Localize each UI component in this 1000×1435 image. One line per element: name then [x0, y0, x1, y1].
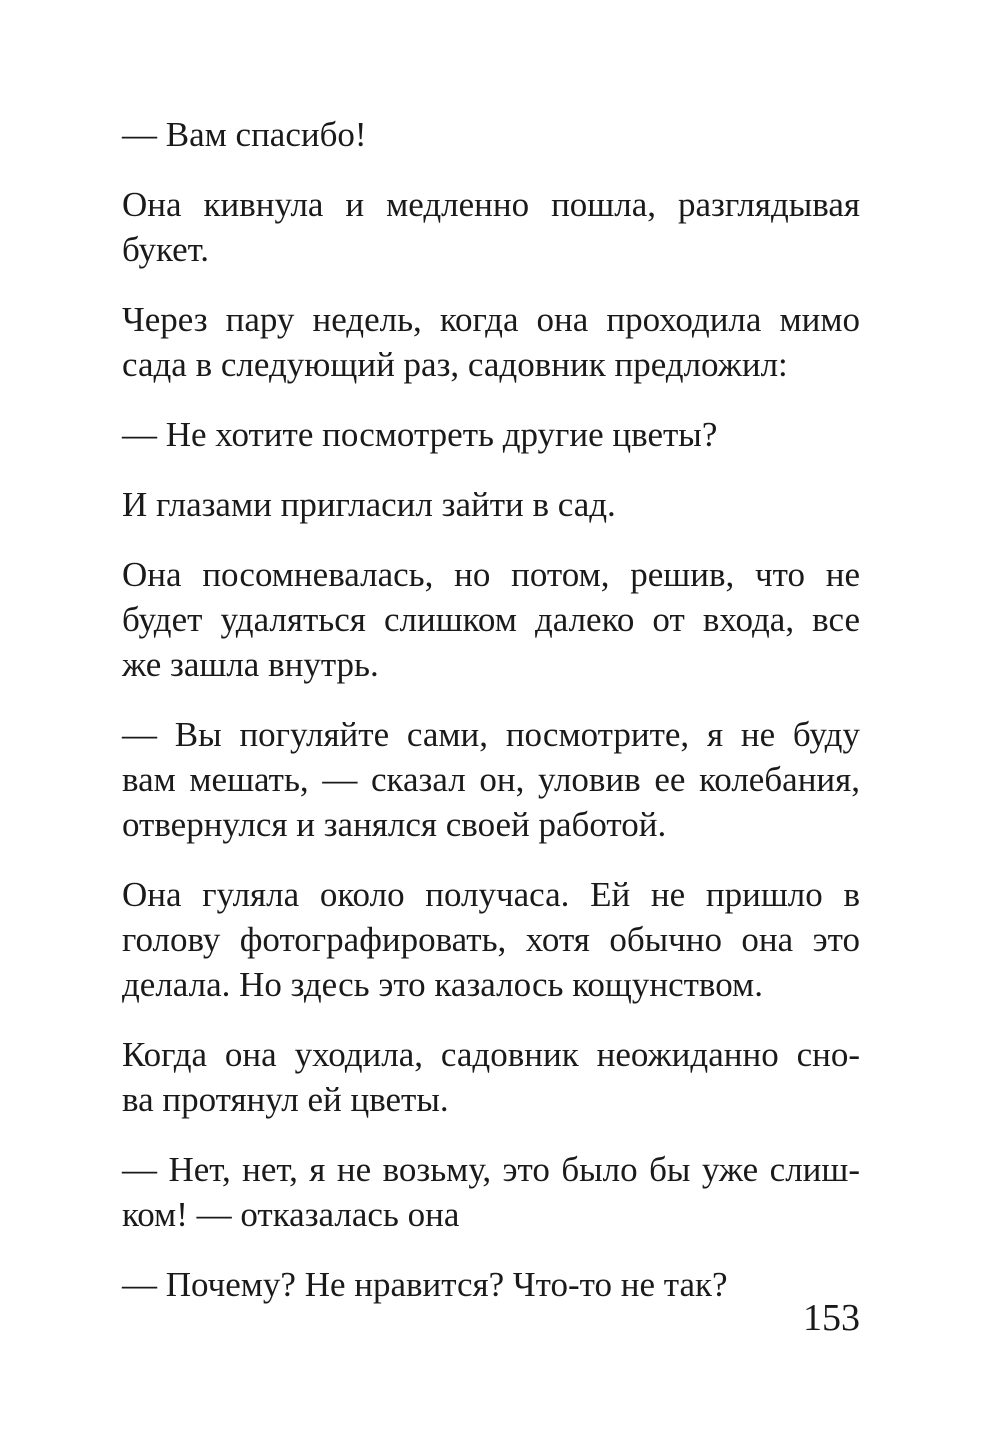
- text-line: — Нет, нет, я не возьму, это было бы уже слиш-: [122, 1150, 860, 1189]
- text-line: Она посомневалась, но потом, решив, что не: [122, 555, 860, 594]
- text-line: — Вам спасибо!: [122, 115, 367, 154]
- paragraph: [122, 712, 860, 847]
- text-line: будет удаляться слишком далеко от входа, все: [122, 600, 860, 639]
- text-line: ва протянул ей цветы.: [122, 1080, 449, 1119]
- text-line: же зашла внутрь.: [122, 645, 379, 684]
- paragraph: [122, 412, 860, 457]
- paragraph: [122, 182, 860, 272]
- text-line: отвернулся и занялся своей работой.: [122, 805, 667, 844]
- body-text: [122, 112, 860, 1332]
- text-line: — Не хотите посмотреть другие цветы?: [122, 415, 718, 454]
- text-line: сада в следующий раз, садовник предложил:: [122, 345, 788, 384]
- paragraph: [122, 297, 860, 387]
- text-line: ком! — отказалась она: [122, 1195, 460, 1234]
- text-line: И глазами пригласил зайти в сад.: [122, 485, 616, 524]
- text-line: Когда она уходила, садовник неожиданно сно-: [122, 1035, 860, 1074]
- text-line: вам мешать, — сказал он, уловив ее колебания,: [122, 760, 860, 799]
- text-line: букет.: [122, 230, 210, 269]
- paragraph: [122, 872, 860, 1007]
- text-line: Через пару недель, когда она проходила мимо: [122, 300, 860, 339]
- paragraph: [122, 1262, 860, 1307]
- text-line: — Почему? Не нравится? Что-то не так?: [122, 1265, 728, 1304]
- text-line: Она гуляла около получаса. Ей не пришло в: [122, 875, 860, 914]
- paragraph: [122, 1147, 860, 1237]
- paragraph: [122, 1032, 860, 1122]
- text-line: Она кивнула и медленно пошла, разглядывая: [122, 185, 860, 224]
- text-line: делала. Но здесь это казалось кощунством.: [122, 965, 763, 1004]
- text-line: голову фотографировать, хотя обычно она это: [122, 920, 860, 959]
- paragraph: [122, 552, 860, 687]
- page-number: 153: [803, 1297, 860, 1339]
- paragraph: [122, 112, 860, 157]
- text-line: — Вы погуляйте сами, посмотрите, я не буду: [122, 715, 860, 754]
- paragraph: [122, 482, 860, 527]
